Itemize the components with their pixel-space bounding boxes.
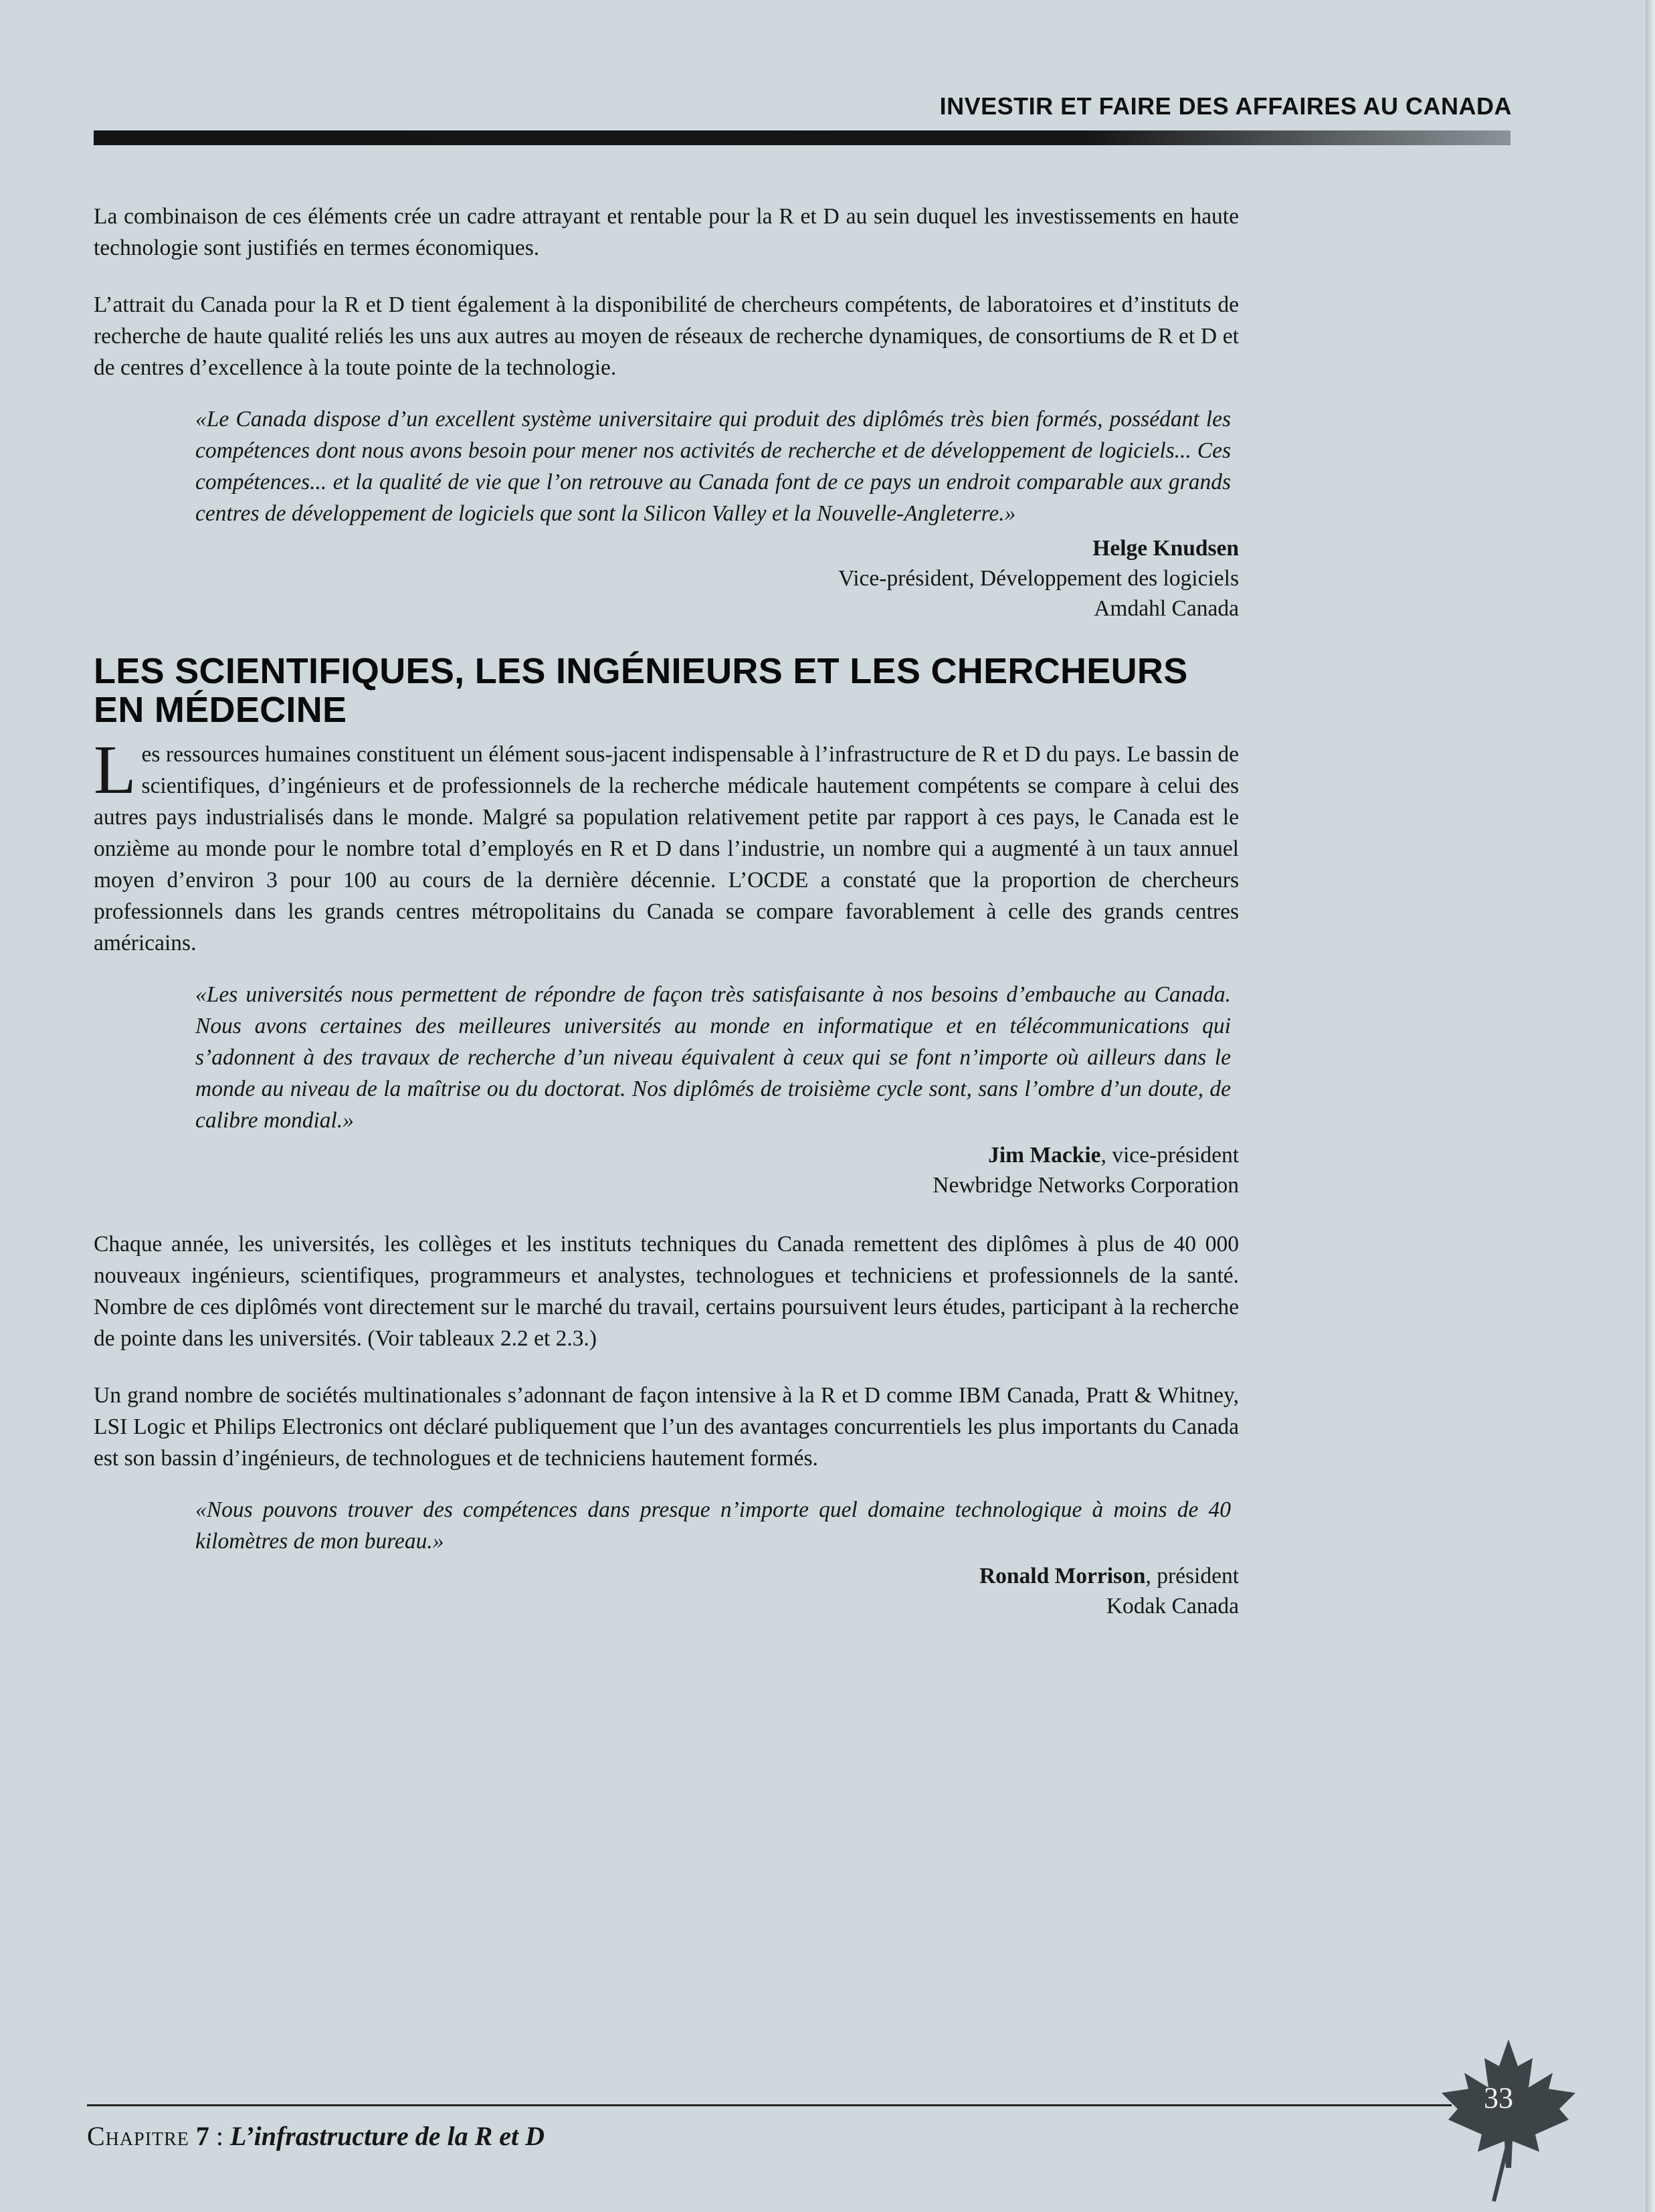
attribution-name: Ronald Morrison: [979, 1564, 1146, 1588]
attribution-name: Jim Mackie: [988, 1143, 1101, 1168]
attribution-title: Vice-président, Développement des logiciels: [838, 566, 1239, 591]
footer-separator: :: [209, 2121, 231, 2151]
section-heading: LES SCIENTIFIQUES, LES INGÉNIEURS ET LES CHERCHEURS EN MÉDECINE: [94, 651, 1188, 730]
footer-rule: [87, 2104, 1452, 2106]
attribution-title: , président: [1145, 1564, 1239, 1588]
attribution-mackie: [94, 1140, 1239, 1200]
attribution-name: Helge Knudsen: [1092, 536, 1239, 561]
attribution-company: Amdahl Canada: [1094, 596, 1239, 621]
intro-paragraph-2: L’attrait du Canada pour la R et D tient également à la disponibilité de chercheurs compétents, de laboratoires et d’instituts de recherche de haute qualité reliés les uns aux autres au moyen de réseaux de recherche dynamiques, de consortiums de R et D et de centres d’excellence à la toute pointe de la technologie.: [94, 292, 1239, 380]
paragraph-multinationals: Un grand nombre de sociétés multinationales s’adonnant de façon intensive à la R et D comme IBM Canada, Pratt & Whitney, LSI Logic et Philips Electronics ont déclaré publiquement que l’un des avantages concurrentiels les plus importants du Canada est son bassin d’ingénieurs, de technologues et de techniciens hautement formés.: [94, 1383, 1239, 1471]
page-edge: [1646, 0, 1655, 2212]
attribution-morrison: [94, 1561, 1239, 1621]
attribution-knudsen: [94, 533, 1239, 624]
attribution-company: Kodak Canada: [1106, 1594, 1239, 1619]
page-footer: [87, 2120, 545, 2153]
page-number: 33: [1484, 2082, 1513, 2114]
running-head: INVESTIR ET FAIRE DES AFFAIRES AU CANADA: [939, 92, 1512, 120]
footer-chapter-number: 7: [195, 2121, 209, 2151]
main-content: [94, 201, 1239, 1649]
section-paragraph-1-text: es ressources humaines constituent un élément sous-jacent indispensable à l’infrastructure de R et D du pays. Le bassin de scientifiques, d’ingénieurs et de professionnels de la recherche médicale hautement compétents se compare à celui des autres pays industrialisés dans le monde. Malgré sa population relativement petite par rapport à ces pays, le Canada est le onzième au monde pour le nombre total d’employés en R et D dans l’industrie, un nombre qui a augmenté à un taux annuel moyen d’environ 3 pour 100 au cours de la dernière décennie. L’OCDE a constaté que la proportion de chercheurs professionnels dans les grands centres métropolitains du Canada se compare favorablement à celle des grands centres américains.: [94, 742, 1239, 955]
header-rule: [94, 130, 1511, 145]
paragraph-graduates: Chaque année, les universités, les collèges et les instituts techniques du Canada remettent des diplômes à plus de 40 000 nouveaux ingénieurs, scientifiques, programmeurs et analystes, technologues et techniciens et professionnels de la santé. Nombre de ces diplômés vont directement sur le marché du travail, certains poursuivent leurs études, participant à la recherche de pointe dans les universités. (Voir tableaux 2.2 et 2.3.): [94, 1232, 1239, 1351]
section-paragraph-1: [94, 731, 1239, 959]
footer-chapter-word: Chapitre: [87, 2121, 189, 2151]
testimonial-quote-knudsen: «Le Canada dispose d’un excellent système universitaire qui produit des diplômés très bien formés, possédant les compétences dont nous avons besoin pour mener nos activités de recherche et de développement de logiciels... Ces compétences... et la qualité de vie que l’on retrouve au Canada font de ce pays un endroit comparable aux grands centres de développement de logiciels que sont la Silicon Valley et la Nouvelle-Angleterre.»: [195, 407, 1231, 526]
attribution-title: , vice-président: [1100, 1143, 1239, 1168]
drop-cap: L: [94, 731, 136, 808]
maple-leaf-icon: [1435, 2034, 1582, 2208]
testimonial-quote-mackie: «Les universités nous permettent de répondre de façon très satisfaisante à nos besoins d’embauche au Canada. Nous avons certaines des meilleures universités au monde en informatique et en télécommunications qui s’adonnent à des travaux de recherche d’un niveau équivalent à ceux qui se font n’importe où ailleurs dans le monde au niveau de la maîtrise ou du doctorat. Nos diplômés de troisième cycle sont, sans l’ombre d’un doute, de calibre mondial.»: [195, 982, 1231, 1133]
testimonial-quote-morrison: «Nous pouvons trouver des compétences dans presque n’importe quel domaine technologique à moins de 40 kilomètres de mon bureau.»: [195, 1497, 1231, 1554]
attribution-company: Newbridge Networks Corporation: [933, 1173, 1239, 1198]
footer-chapter-title: L’infrastructure de la R et D: [230, 2121, 545, 2151]
intro-paragraph-1: La combinaison de ces éléments crée un cadre attrayant et rentable pour la R et D au sein duquel les investissements en haute technologie sont justifiés en termes économiques.: [94, 204, 1239, 260]
